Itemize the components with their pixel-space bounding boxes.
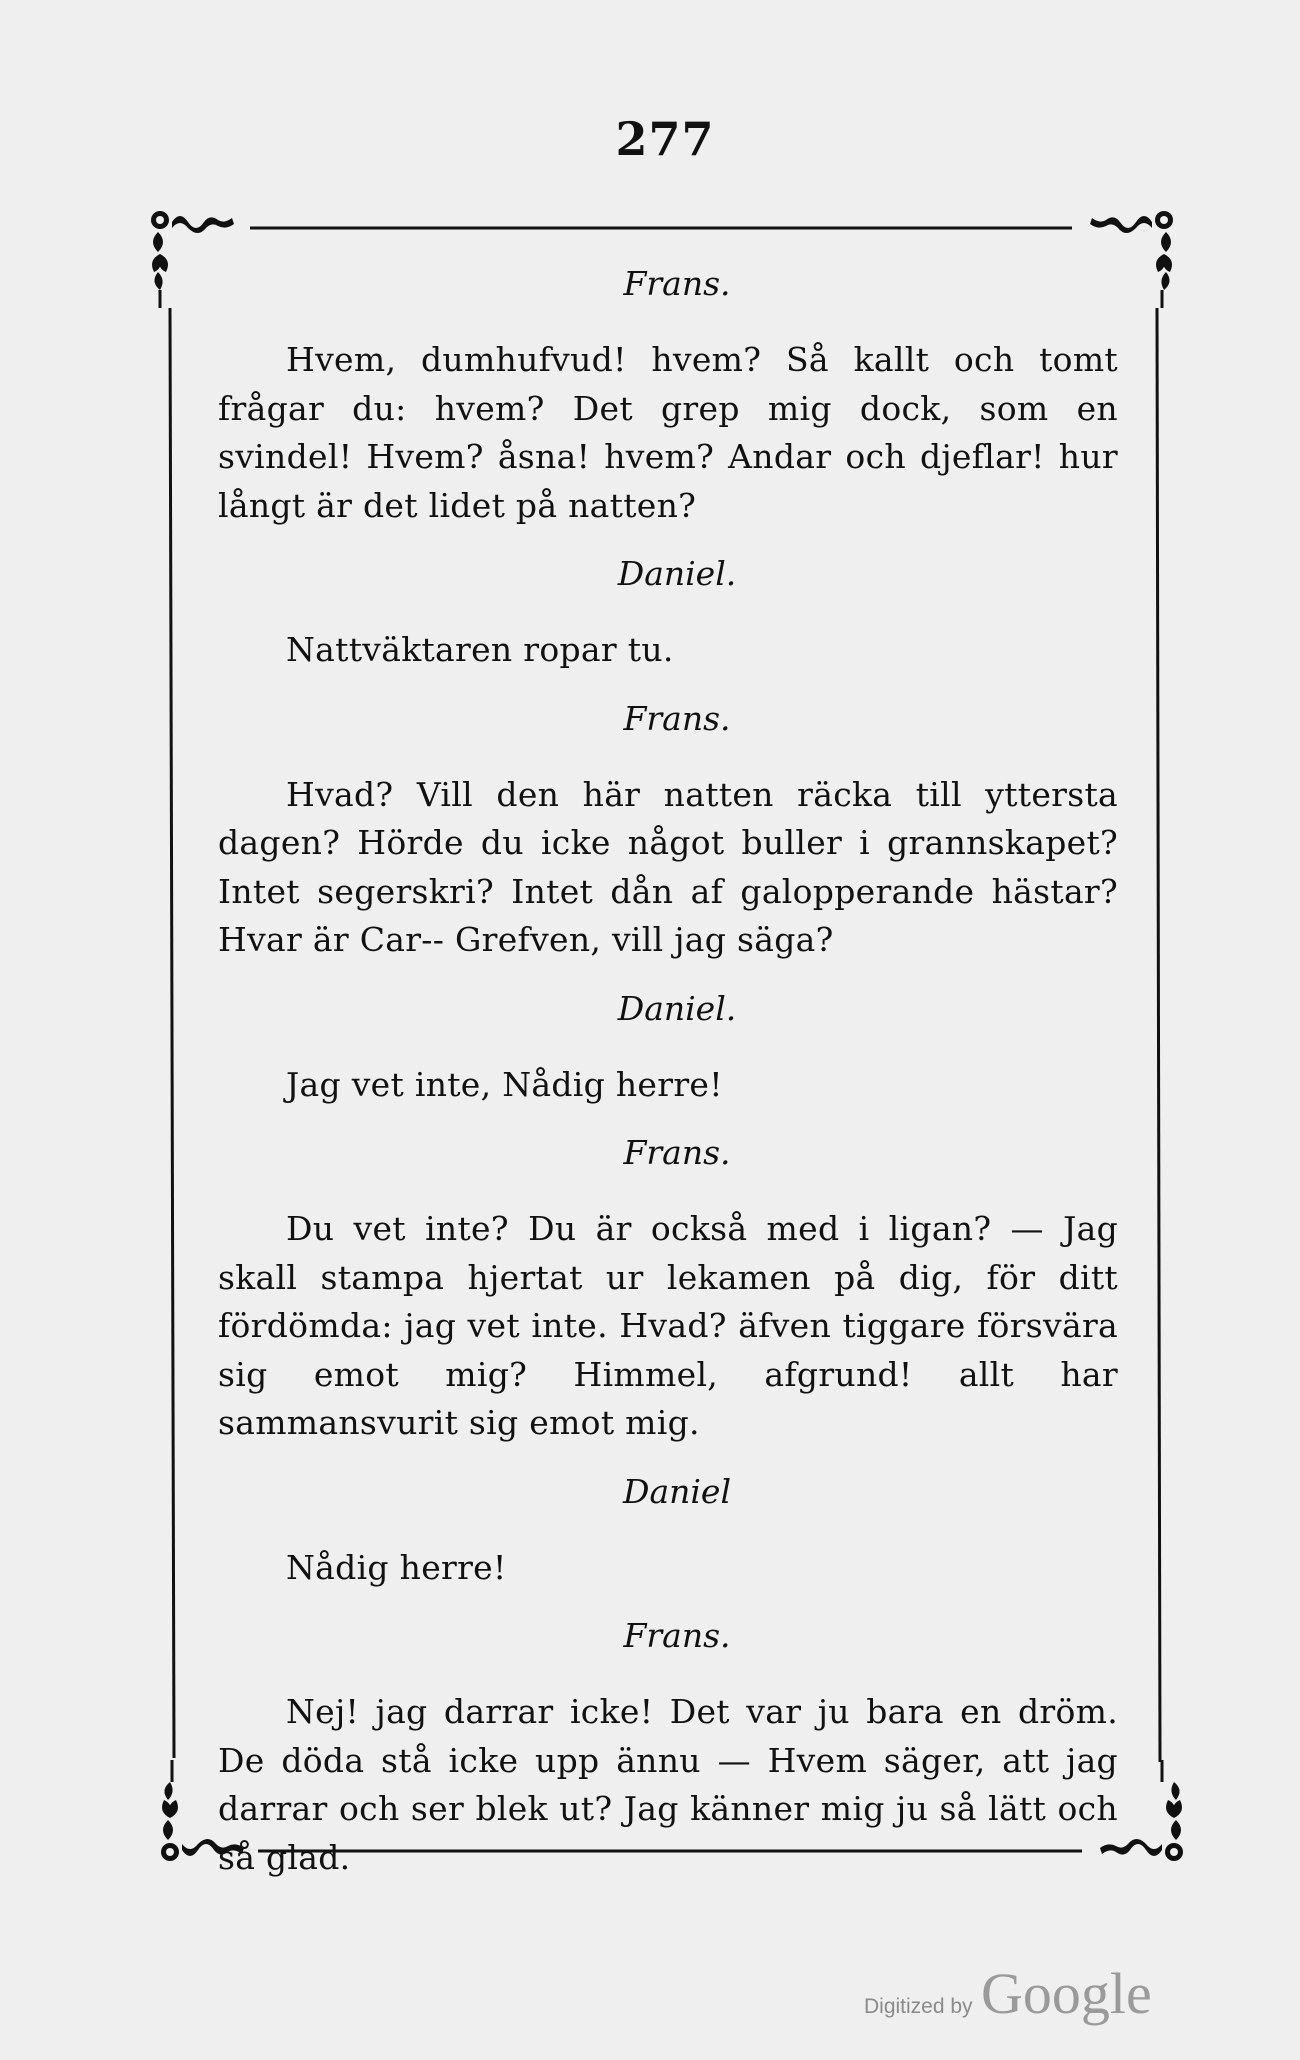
speech-text: Hvem, dumhufvud! hvem? Så kallt och tomt frågar du: hvem? Det grep mig dock, som en svindel! Hvem? åsna! hvem? Andar och djeflar! hur långt är det lidet på natten? [218,340,1118,525]
speaker-name: Daniel [622,1471,732,1511]
dialogue-block [218,1616,1118,1882]
speaker-name: Frans. [623,1133,731,1172]
speech-text: Nattväktaren ropar tu. [286,630,674,669]
watermark-brand-logo: Google [981,1961,1152,2026]
dialogue-block [218,554,1118,675]
speaker-name: Daniel. [617,988,737,1028]
dialogue-body [218,264,1118,1906]
digitized-watermark [864,1960,1152,2027]
speech-text: Nådig herre! [286,1547,507,1587]
speaker-name: Frans. [623,1616,731,1655]
speaker-name: Frans. [623,264,731,303]
right-rule [1157,308,1160,1762]
speaker-name: Daniel. [617,554,737,593]
speaker-name: Frans. [623,698,731,738]
dialogue-block [218,1472,1118,1593]
speech-text: Hvad? Vill den här natten räcka till yttersta dagen? Hörde du icke något buller i grannskapet? Intet segerskri? Intet dån af galopperande hästar? Hvar är Car-- Grefven, vill jag säga? [218,774,1118,959]
dialogue-block [218,264,1118,530]
speech-text: Nej! jag darrar icke! Det var ju bara en dröm. De döda stå icke upp ännu — Hvem säger, att jag darrar och ser blek ut? Jag känner mig ju så lätt och så glad. [218,1692,1118,1877]
speech-text: Jag vet inte, Nådig herre! [286,1064,723,1104]
dialogue-block [218,989,1118,1110]
page-number: 277 [615,112,715,166]
dialogue-block [218,699,1118,965]
dialogue-block [218,1133,1118,1448]
speech-text: Du vet inte? Du är också med i ligan? — Jag skall stampa hjertat ur lekamen på dig, för ditt fördömda: jag vet inte. Hvad? äfven tiggare försvära sig emot mig? Himmel, afgrund! allt har sammansvurit sig emot mig. [218,1209,1118,1442]
left-rule [170,308,174,1758]
watermark-prefix: Digitized by [864,1995,973,2018]
